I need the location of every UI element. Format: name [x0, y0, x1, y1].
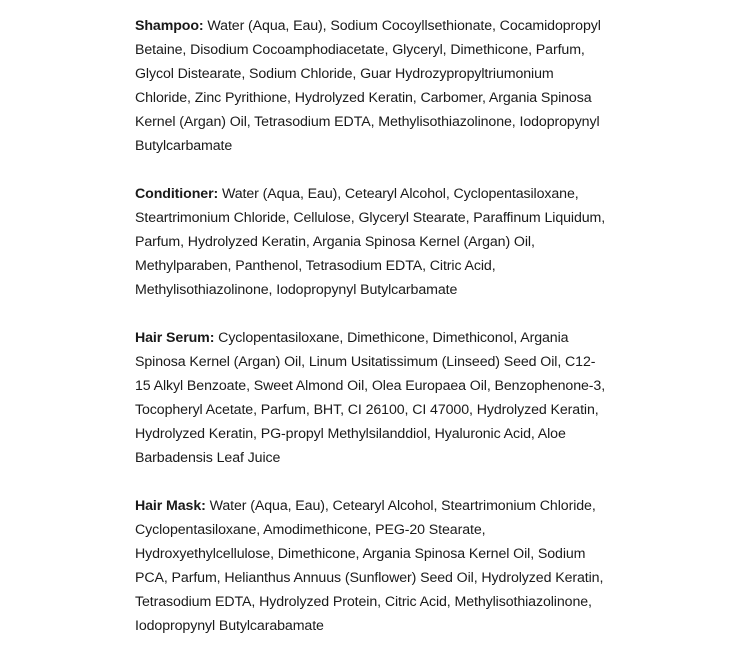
- hair-serum-label: Hair Serum:: [135, 330, 215, 346]
- hair-serum-section: [135, 326, 610, 470]
- hair-mask-text: Water (Aqua, Eau), Cetearyl Alcohol, Steartrimonium Chloride, Cyclopentasiloxane, Amodimethicone, PEG-20 Stearate, Hydroxyethylcellulose, Dimethicone, Argania Spinosa Kernel Oil, Sodium PCA, Parfum, Helianthus Annuus (Sunflower) Seed Oil, Hydrolyzed Keratin, Tetrasodium EDTA, Hydrolyzed Protein, Citric Acid, Methylisothiazolinone, Iodopropynyl Butylcarabamate: [135, 498, 604, 634]
- shampoo-ingredients: [135, 14, 610, 158]
- hair-serum-ingredients: [135, 326, 610, 470]
- hair-mask-ingredients: [135, 494, 610, 638]
- conditioner-ingredients: [135, 182, 610, 302]
- hair-serum-text: Cyclopentasiloxane, Dimethicone, Dimethiconol, Argania Spinosa Kernel (Argan) Oil, Linum Usitatissimum (Linseed) Seed Oil, C12-15 Alkyl Benzoate, Sweet Almond Oil, Olea Europaea Oil, Benzophenone-3, Tocopheryl Acetate, Parfum, BHT, CI 26100, CI 47000, Hydrolyzed Keratin, Hydrolyzed Keratin, PG-propyl Methylsilanddiol, Hyaluronic Acid, Aloe Barbadensis Leaf Juice: [135, 330, 606, 466]
- shampoo-section: [135, 14, 610, 158]
- ingredients-document: [135, 14, 610, 662]
- conditioner-label: Conditioner:: [135, 186, 219, 202]
- hair-mask-label: Hair Mask:: [135, 498, 206, 514]
- conditioner-section: [135, 182, 610, 302]
- shampoo-label: Shampoo:: [135, 18, 204, 34]
- conditioner-text: Water (Aqua, Eau), Cetearyl Alcohol, Cyclopentasiloxane, Steartrimonium Chloride, Cellulose, Glyceryl Stearate, Paraffinum Liquidum, Parfum, Hydrolyzed Keratin, Argania Spinosa Kernel (Argan) Oil, Methylparaben, Panthenol, Tetrasodium EDTA, Citric Acid, Methylisothiazolinone, Iodopropynyl Butylcarbamate: [135, 186, 606, 298]
- shampoo-text: Water (Aqua, Eau), Sodium Cocoyllsethionate, Cocamidopropyl Betaine, Disodium Cocoamphodiacetate, Glyceryl, Dimethicone, Parfum, Glycol Distearate, Sodium Chloride, Guar Hydrozypropyltriumonium Chloride, Zinc Pyrithione, Hydrolyzed Keratin, Carbomer, Argania Spinosa Kernel (Argan) Oil, Tetrasodium EDTA, Methylisothiazolinone, Iodopropynyl Butylcarbamate: [135, 18, 601, 154]
- hair-mask-section: [135, 494, 610, 638]
